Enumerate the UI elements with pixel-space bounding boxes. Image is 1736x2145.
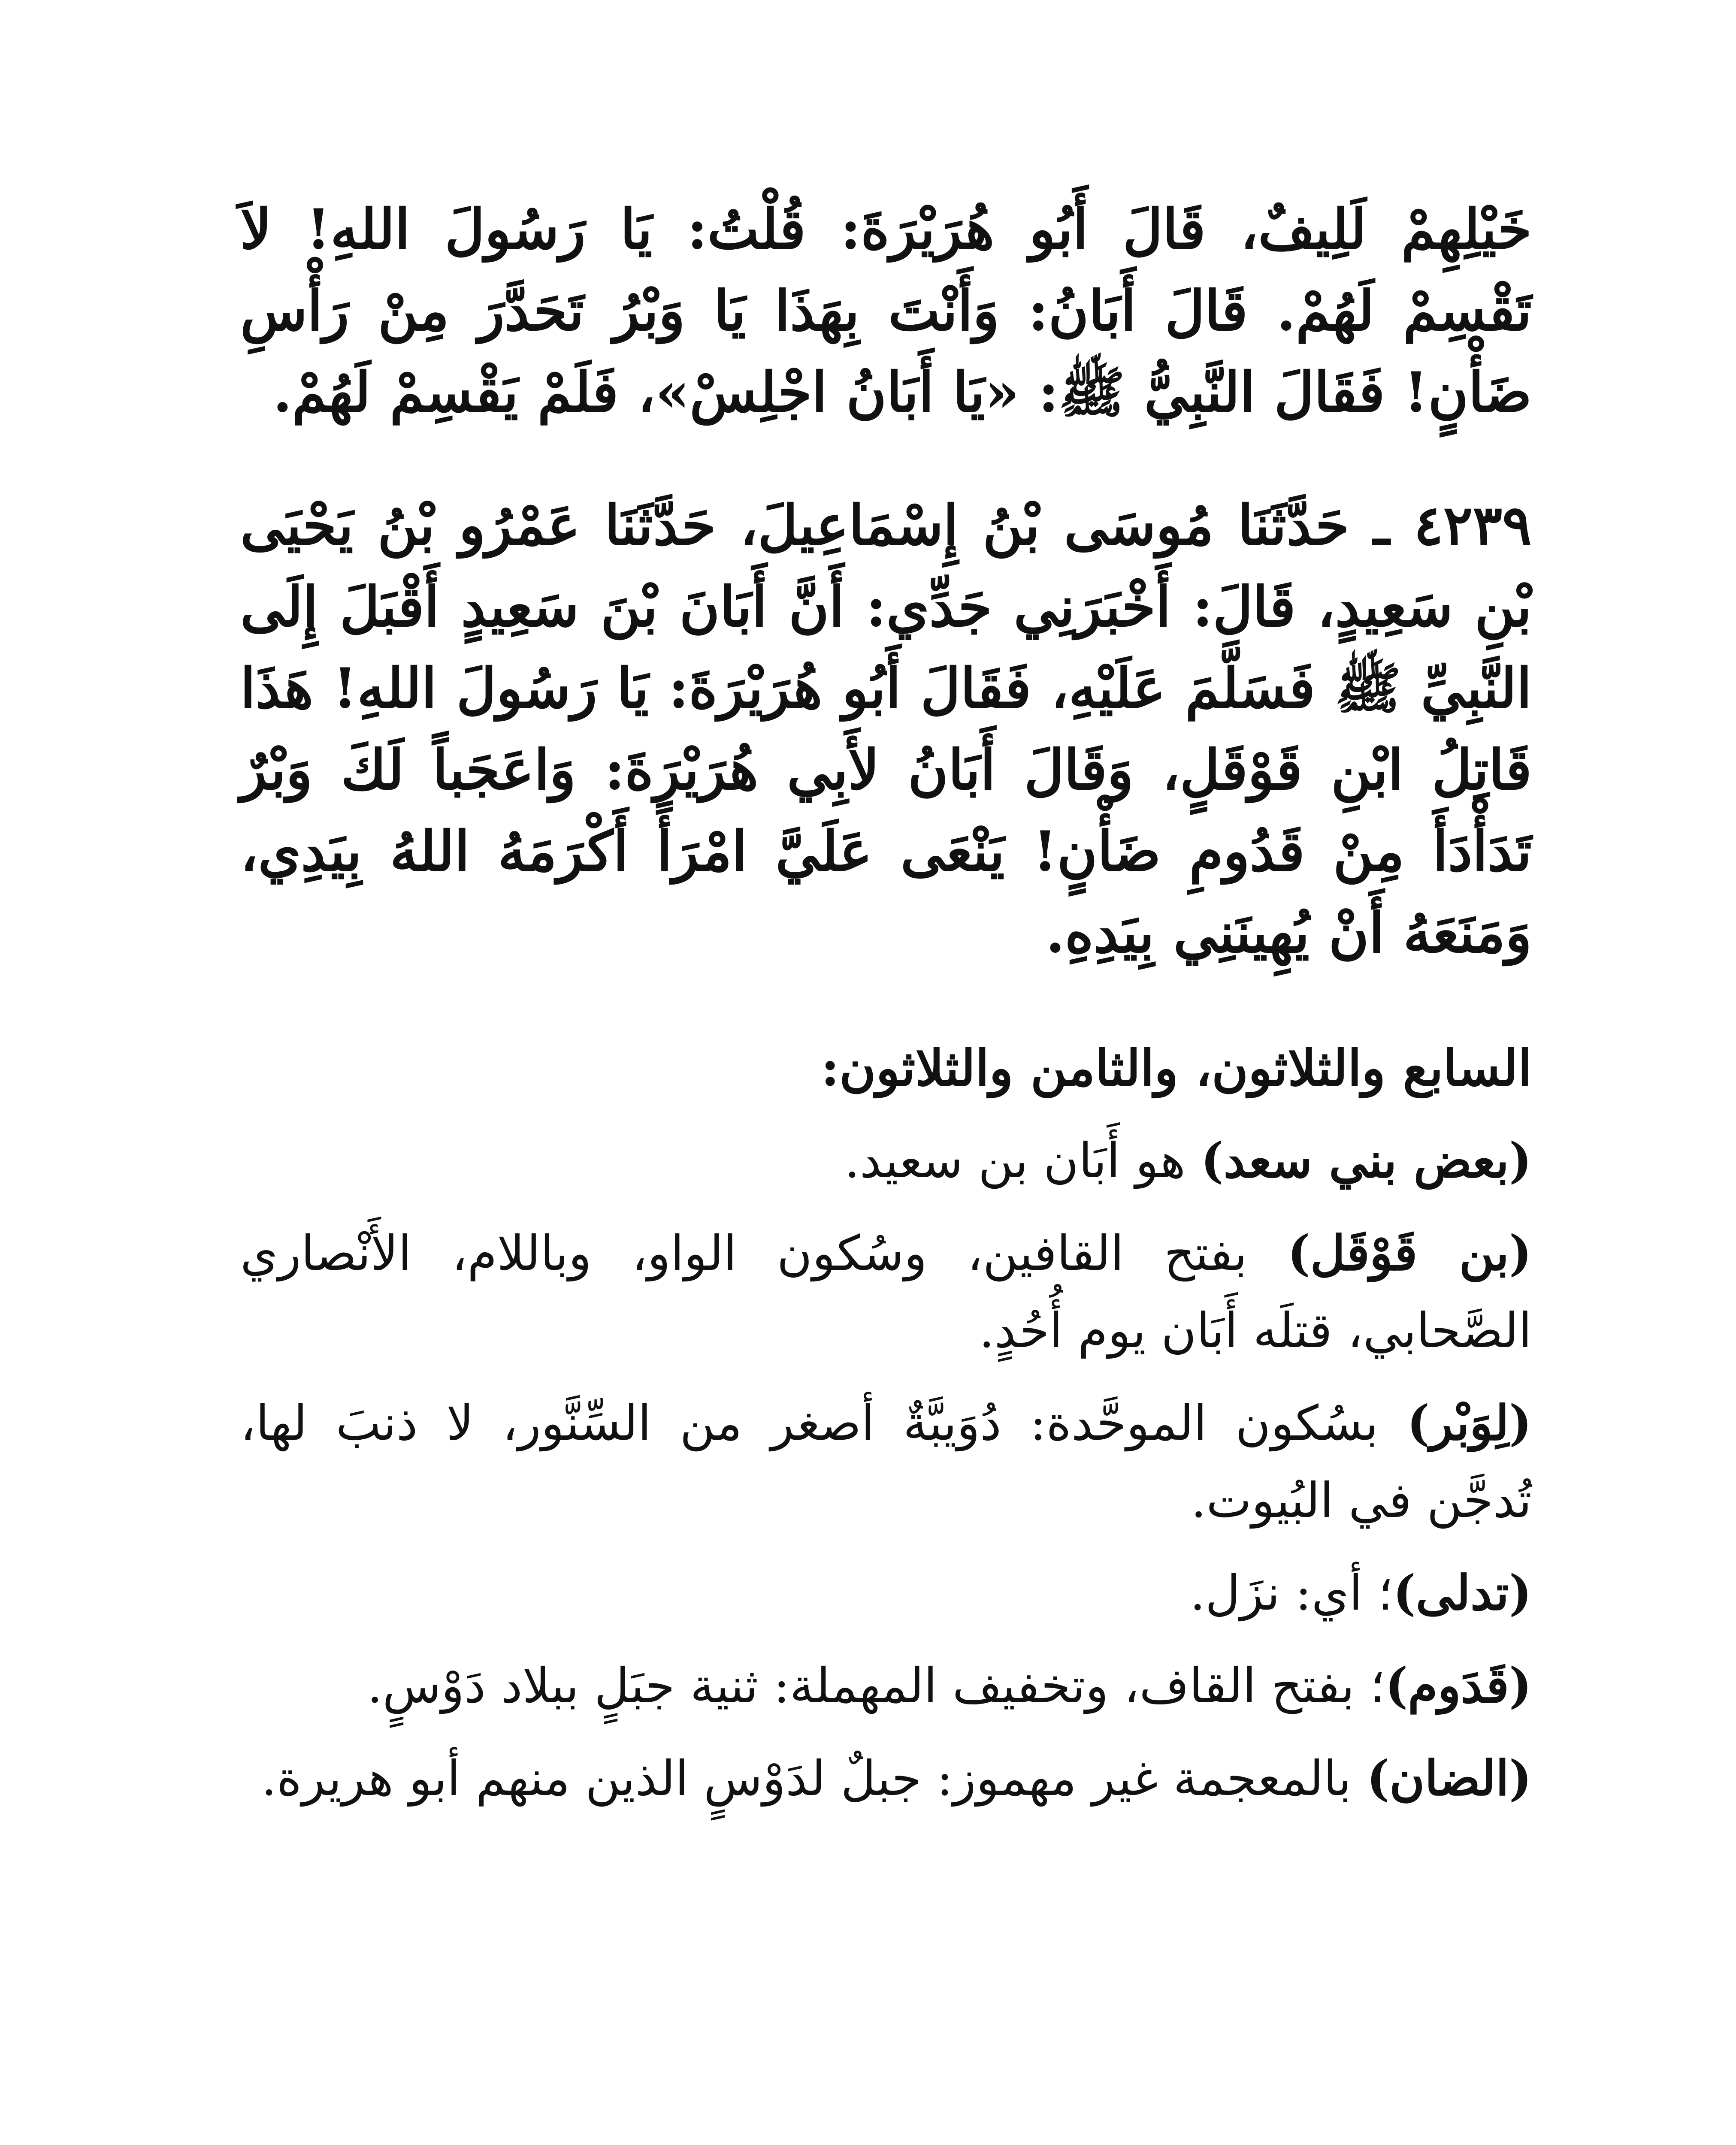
commentary-text: هو أَبَان بن سعيد. [844,1133,1201,1189]
commentary-text: بالمعجمة غير مهموز: جبلٌ لدَوْسٍ الذين منهم أبو هريرة. [261,1751,1367,1807]
page-body [240,189,1532,2145]
hadith-continuation: خَيْلِهِمْ لَلِيفٌ، قَالَ أَبُو هُرَيْرَةَ: قُلْتُ: يَا رَسُولَ اللهِ! لاَ تَقْسِمْ لَهُمْ. قَالَ أَبَانُ: وَأَنْتَ بِهَذَا يَا وَبْرُ تَحَدَّرَ مِنْ رَأْسِ ضَأْنٍ! فَقَالَ النَّبِيُّ ﷺ: «يَا أَبَانُ اجْلِسْ»، فَلَمْ يَقْسِمْ لَهُمْ. [240,197,1532,425]
commentary-entry [240,1122,1532,1199]
commentary-term: (بعض بني سعد) [1201,1133,1532,1189]
commentary-entry [240,1215,1532,1369]
commentary-entry [240,1555,1532,1632]
commentary-term: (لِوَبْر) [1407,1395,1532,1451]
commentary-text: ؛ بفتح القاف، وتخفيف المهملة: ثنية جبَلٍ ببلاد دَوْسٍ. [367,1658,1385,1714]
commentary-entry [240,1385,1532,1539]
commentary-text: ؛ أي: نزَل. [1190,1565,1393,1621]
commentary-text: بفتح القافين، وسُكون الواو، وباللام، الأَنْصاري الصَّحابي، قتلَه أَبَان يوم أُحُدٍ. [240,1226,1532,1359]
commentary-term: (تدلى) [1393,1565,1532,1621]
hadith-4239: ٤٢٣٩ ـ حَدَّثَنَا مُوسَى بْنُ إِسْمَاعِيلَ، حَدَّثَنَا عَمْرُو بْنُ يَحْيَى بْنِ سَعِيدٍ، قَالَ: أَخْبَرَنِي جَدِّي: أَنَّ أَبَانَ بْنَ سَعِيدٍ أَقْبَلَ إِلَى النَّبِيِّ ﷺ فَسَلَّمَ عَلَيْهِ، فَقَالَ أَبُو هُرَيْرَةَ: يَا رَسُولَ اللهِ! هَذَا قَاتِلُ ابْنِ قَوْقَلٍ، وَقَالَ أَبَانُ لأَبِي هُرَيْرَةَ: وَاعَجَباً لَكَ وَبْرٌ تَدَأْدَأَ مِنْ قَدُومِ ضَأْنٍ! يَنْعَى عَلَيَّ امْرَأً أَكْرَمَهُ اللهُ بِيَدِي، وَمَنَعَهُ أَنْ يُهِينَنِي بِيَدِهِ. [240,493,1532,965]
commentary-heading: السابع والثلاثون، والثامن والثلاثون: [821,1039,1532,1097]
commentary-text: بسُكون الموحَّدة: دُوَيبَّةٌ أصغر من السِّنَّور، لا ذنبَ لها، تُدجَّن في البُيوت. [240,1396,1532,1529]
commentary-entry [240,1647,1532,1725]
commentary-term: (الضان) [1367,1750,1532,1807]
commentary-entry [240,1740,1532,1817]
commentary-term: (بن قَوْقَل) [1287,1225,1532,1281]
commentary-section [240,1030,1532,1817]
commentary-term: (قَدَوم) [1385,1658,1532,1714]
